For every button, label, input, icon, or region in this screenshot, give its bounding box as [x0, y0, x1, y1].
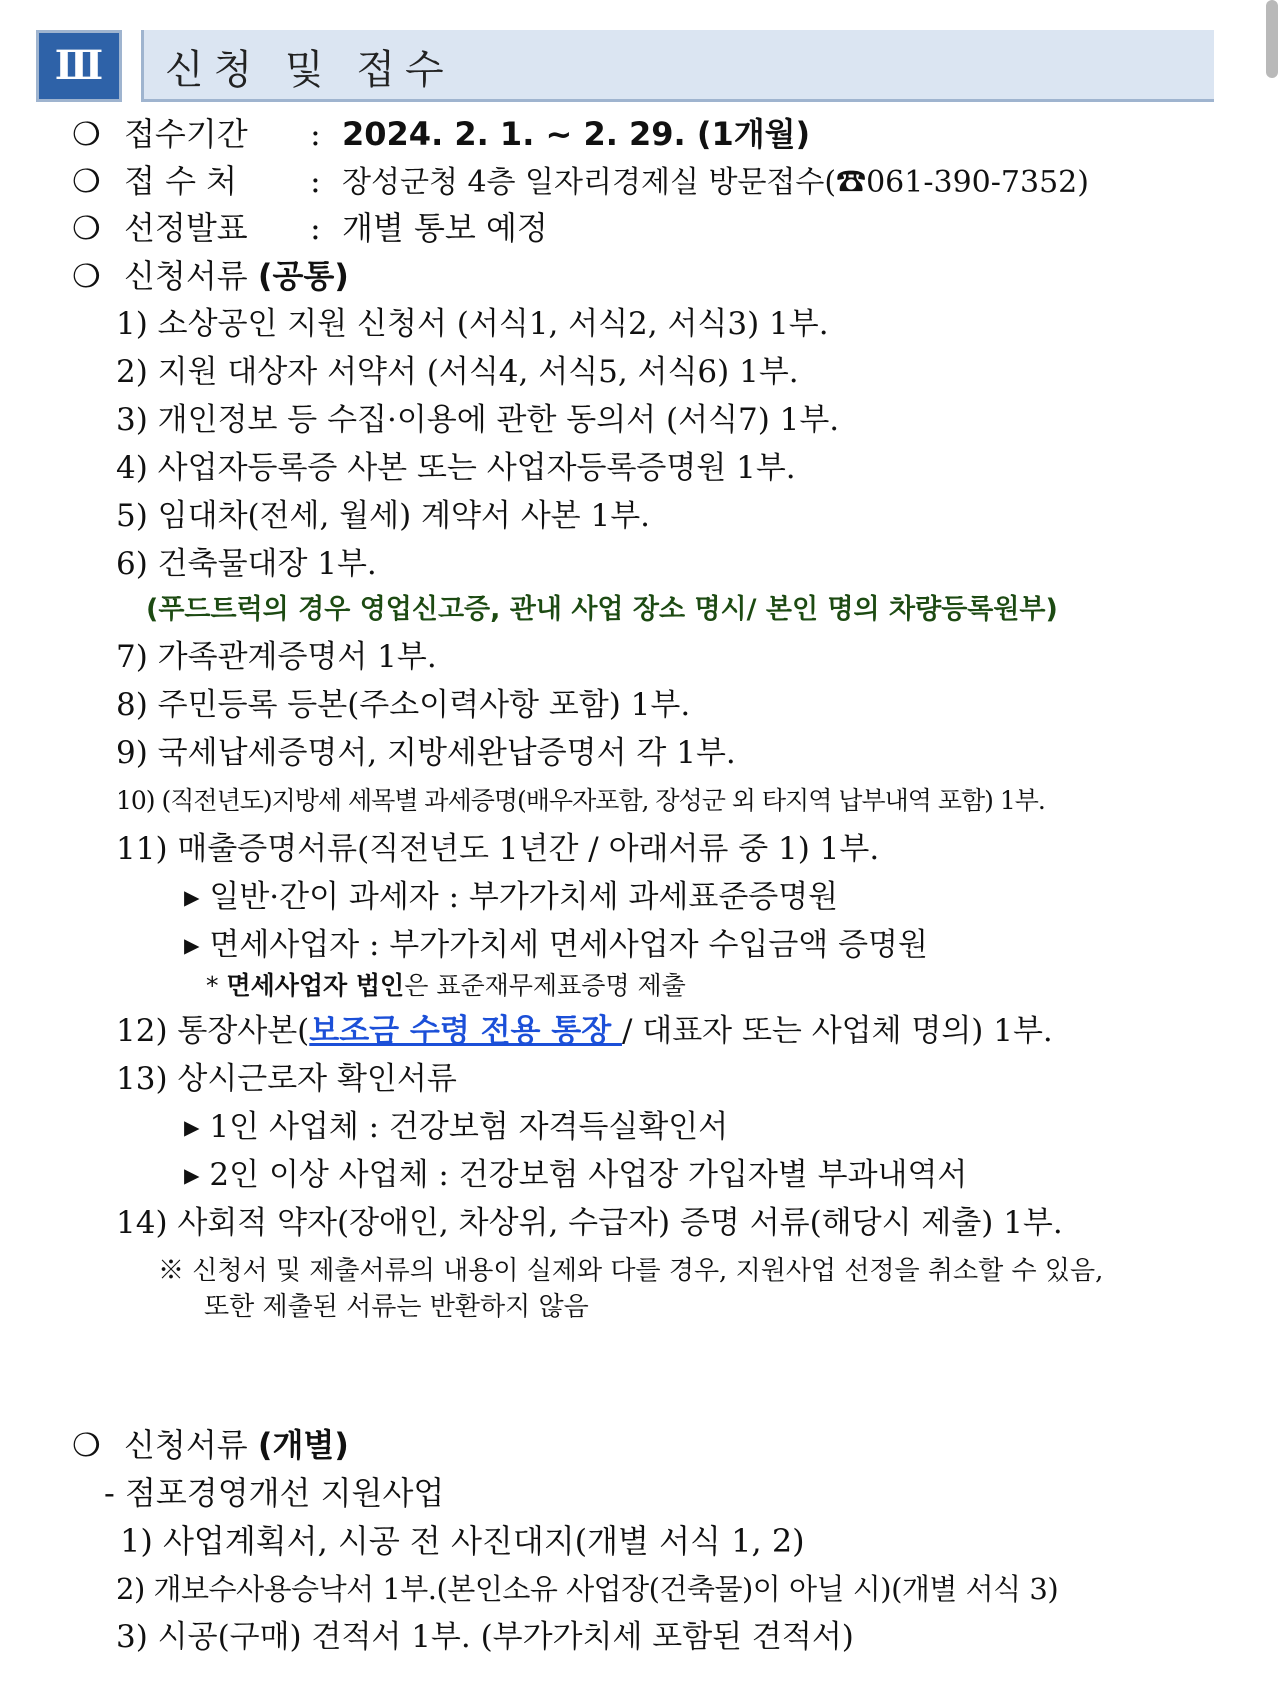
program-name: - 점포경영개선 지원사업: [104, 1474, 445, 1512]
note-bold: 면세사업자 법인: [226, 971, 405, 1000]
section-number: Ⅲ: [36, 30, 122, 102]
list-item: [116, 1011, 1053, 1051]
sub-list-item: ▸ 일반·간이 과세자 : 부가가치세 과세표준증명원: [184, 879, 839, 915]
warning-note: ※ 신청서 및 제출서류의 내용이 실제와 다를 경우, 지원사업 선정을 취소할 수 있음,: [158, 1256, 1104, 1286]
list-item: 14) 사회적 약자(장애인, 차상위, 수급자) 증명 서류(해당시 제출) 1부.: [116, 1205, 1063, 1241]
reception-period-label: 접수기간: [124, 115, 248, 153]
note-rest: 은 표준재무제표증명 제출: [404, 971, 686, 1000]
reception-place-label: 접 수 처: [124, 162, 238, 200]
reception-place-value: 장성군청 4층 일자리경제실 방문접수(☎061-390-7352): [342, 165, 1089, 200]
individual-docs-suffix: (개별): [257, 1426, 349, 1464]
bullet-circle-icon: ❍: [72, 1426, 101, 1464]
announcement-label: 선정발표: [124, 209, 248, 247]
list-item: 4) 사업자등록증 사본 또는 사업자등록증명원 1부.: [116, 450, 796, 486]
individual-docs-heading: [72, 1425, 349, 1465]
reception-place-row: [72, 161, 1089, 203]
list-item: 13) 상시근로자 확인서류: [116, 1061, 457, 1097]
list-item: 1) 사업계획서, 시공 전 사진대지(개별 서식 1, 2): [120, 1522, 805, 1560]
sub-list-item: ▸ 면세사업자 : 부가가치세 면세사업자 수입금액 증명원: [184, 927, 928, 963]
list-item: 1) 소상공인 지원 신청서 (서식1, 서식2, 서식3) 1부.: [116, 306, 829, 342]
bullet-circle-icon: ❍: [72, 257, 101, 295]
list-item: 8) 주민등록 등본(주소이력사항 포함) 1부.: [116, 687, 691, 723]
common-docs-title: 신청서류: [124, 257, 248, 295]
announcement-row: [72, 208, 548, 248]
common-docs-heading: [72, 256, 349, 296]
bullet-circle-icon: ❍: [72, 115, 101, 153]
separator: :: [310, 162, 321, 200]
list-item: 5) 임대차(전세, 월세) 계약서 사본 1부.: [116, 498, 651, 534]
item12-prefix: 12) 통장사본(: [116, 1013, 310, 1049]
foodtruck-note: (푸드트럭의 경우 영업신고증, 관내 사업 장소 명시/ 본인 명의 차량등록원부): [146, 594, 1058, 625]
list-item: 10) (직전년도)지방세 세목별 과세증명(배우자포함, 장성군 외 타지역 납부내역 포함) 1부.: [116, 786, 1045, 815]
sub-list-item: ▸ 2인 이상 사업체 : 건강보험 사업장 가입자별 부과내역서: [184, 1157, 968, 1193]
list-item: 3) 개인정보 등 수집·이용에 관한 동의서 (서식7) 1부.: [116, 402, 840, 438]
individual-docs-title: 신청서류: [124, 1426, 248, 1464]
list-item: 11) 매출증명서류(직전년도 1년간 / 아래서류 중 1) 1부.: [116, 831, 880, 867]
list-item: 2) 개보수사용승낙서 1부.(본인소유 사업장(건축물)이 아닐 시)(개별 서식 3): [116, 1572, 1059, 1606]
list-item: 2) 지원 대상자 서약서 (서식4, 서식5, 서식6) 1부.: [116, 354, 799, 390]
list-item: 7) 가족관계증명서 1부.: [116, 639, 437, 675]
common-docs-suffix: (공통): [257, 257, 349, 295]
tax-exempt-note: [206, 966, 686, 1006]
separator: :: [310, 209, 321, 247]
list-item: 6) 건축물대장 1부.: [116, 546, 377, 582]
announcement-value: 개별 통보 예정: [342, 209, 548, 247]
section-title: 신청 및 접수: [165, 47, 454, 93]
bullet-circle-icon: ❍: [72, 209, 101, 247]
subsidy-account-link[interactable]: 보조금 수령 전용 통장: [309, 1013, 622, 1049]
list-item: 9) 국세납세증명서, 지방세완납증명서 각 1부.: [116, 735, 736, 771]
separator: :: [310, 115, 321, 153]
reception-period-value: 2024. 2. 1. ~ 2. 29. (1개월): [342, 115, 811, 153]
note-asterisk: *: [206, 971, 227, 1000]
item12-suffix: / 대표자 또는 사업체 명의) 1부.: [621, 1013, 1053, 1049]
sub-list-item: ▸ 1인 사업체 : 건강보험 자격득실확인서: [184, 1109, 729, 1145]
scrollbar[interactable]: [1266, 0, 1278, 78]
warning-note-2: 또한 제출된 서류는 반환하지 않음: [204, 1292, 589, 1322]
bullet-circle-icon: ❍: [72, 162, 101, 200]
list-item: 3) 시공(구매) 견적서 1부. (부가가치세 포함된 견적서): [116, 1619, 854, 1655]
reception-period-row: [72, 114, 810, 154]
